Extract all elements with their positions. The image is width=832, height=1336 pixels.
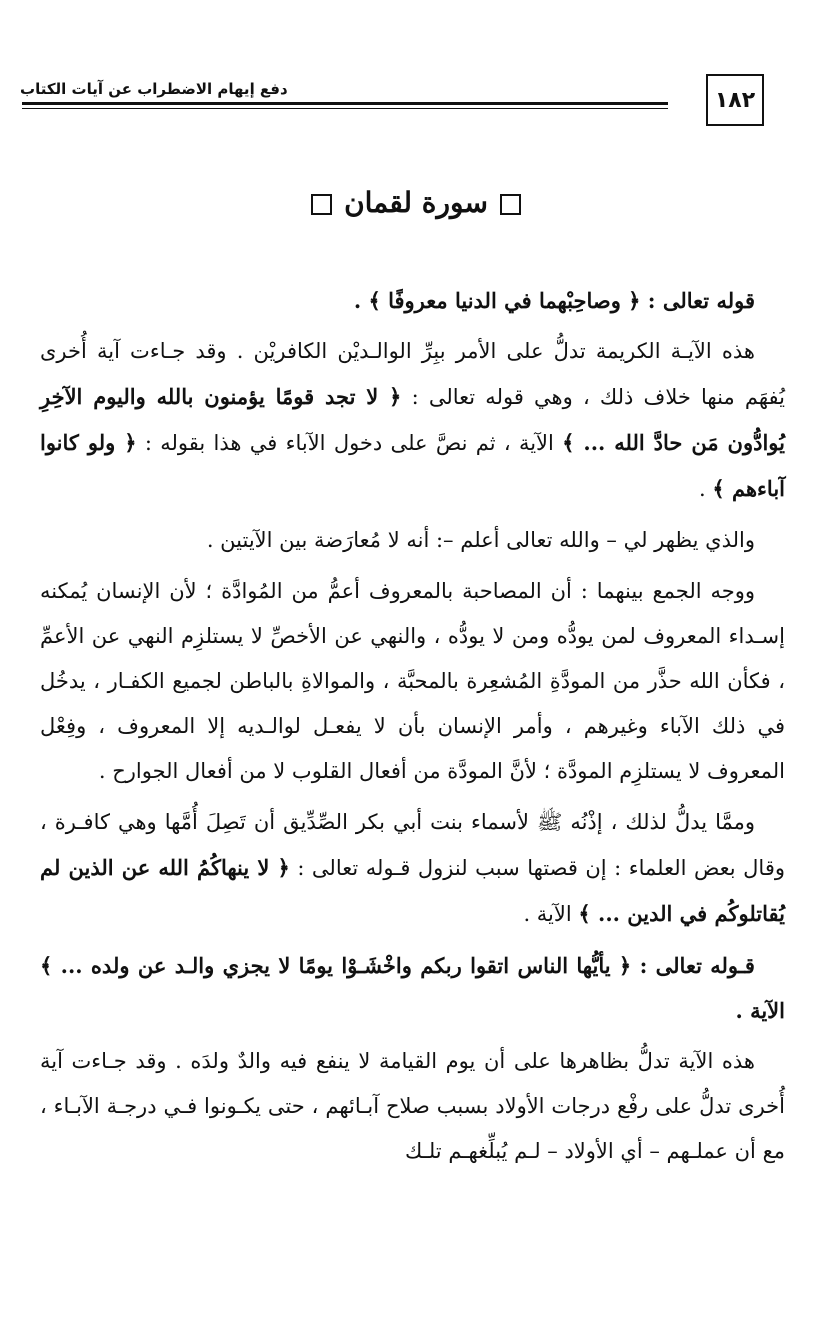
paragraph-tail: الآية .: [523, 902, 572, 926]
paragraph: [40, 1039, 785, 1174]
paragraph-text: وممَّا يدلُّ لذلك ، إذْنُه ﷺ لأسماء بنت أبي بكر الصِّدِّيق أن تَصِلَ أُمَّها وهي كافـرة ، وقال بعض العلماء : إن قصتها سبب لنزول قـوله تعالى :: [40, 810, 785, 880]
heading-square-icon: [500, 194, 521, 215]
page-number-text: ١٨٢: [714, 87, 756, 113]
paragraph: [40, 329, 785, 512]
paragraph: [40, 800, 785, 937]
header-rule-thin: [22, 108, 668, 109]
heading-square-icon: [311, 194, 332, 215]
paragraph: [40, 943, 785, 1033]
surah-title: سورة لقمان: [344, 186, 488, 219]
paragraph: [40, 518, 785, 563]
quran-verse: ﴿ لا ينهاكُمُ الله عن الذين لم يُقاتلوكُم في الدين ... ﴾: [40, 855, 785, 926]
page-number: [706, 74, 764, 126]
paragraph: [40, 569, 785, 794]
paragraph: [40, 278, 785, 323]
paragraph-lead: قـوله تعالى :: [639, 953, 755, 978]
header-rule-thick: [22, 102, 668, 105]
paragraph-text: الآية ، ثم نصَّ على دخول الآباء في هذا بقوله :: [144, 431, 554, 455]
paragraph-tail: .: [699, 477, 706, 501]
quran-verse: ﴿ لا تجد قومًا يؤمنون بالله واليوم الآخِرِ يُوادُّون مَن حادَّ الله ... ﴾: [40, 384, 785, 455]
body-text: [40, 278, 785, 1180]
quran-verse: ﴿ يأيُّها الناس اتقوا ربكم واخْشَـوْا يومًا لا يجزي والـد عن ولده ... ﴾: [40, 953, 632, 978]
paragraph-tail: .: [353, 288, 362, 313]
quran-verse: ﴿ ولو كانوا آباءهم ﴾: [40, 430, 785, 501]
surah-heading: [0, 186, 832, 219]
paragraph-tail: الآية .: [735, 998, 785, 1023]
paragraph-text: هذه الآية تدلُّ بظاهرها على أن يوم القيامة لا ينفع فيه والدٌ ولدَه . وقد جـاءت آية أُخرى تدلُّ على رفْع درجات الأولاد بسبب صلاح آبـائهم ، حتى يكـونوا فـي درجـة الآبـاء ، مع أن عملـهم – أي الأولاد – لـم يُبلِّغهـم تلـك: [40, 1049, 785, 1163]
paragraph-lead: قوله تعالى :: [647, 288, 755, 313]
paragraph-text: والذي يظهر لي – والله تعالى أعلم –: أنه لا مُعارَضة بين الآيتين .: [206, 528, 755, 552]
paragraph-text: ووجه الجمع بينهما : أن المصاحبة بالمعروف أعمُّ من المُوادَّة ؛ لأن الإنسان يُمكنه إسـداء المعروف لمن يودُّه ومن لا يودُّه ، والنهي عن الأخصِّ لا يستلزِم النهي عن الأعمِّ ، فكأن الله حذَّر من المودَّةِ المُشعِرة بالمحبَّة ، والموالاةِ بالباطن لجميع الكفـار ، يدخُل في ذلك الآباء وغيرهم ، وأمر الإنسان بأن لا يفعـل لوالـديه إلا المعروف ، وفِعْل المعروف لا يستلزِم المودَّة ؛ لأنَّ المودَّة من أفعال القلوب لا من أفعال الجوارح .: [40, 579, 785, 783]
quran-verse: ﴿ وصاحِبْهما في الدنيا معروفًا ﴾: [368, 288, 641, 313]
running-title: دفع إيهام الاضطراب عن آيات الكتاب: [20, 80, 288, 98]
paragraph-text: هذه الآيـة الكريمة تدلُّ على الأمر ببِرِّ الوالـديْن الكافريْن . وقد جـاءت آية أُخرى يُفهَم منها خلاف ذلك ، وهي قوله تعالى :: [40, 339, 786, 409]
